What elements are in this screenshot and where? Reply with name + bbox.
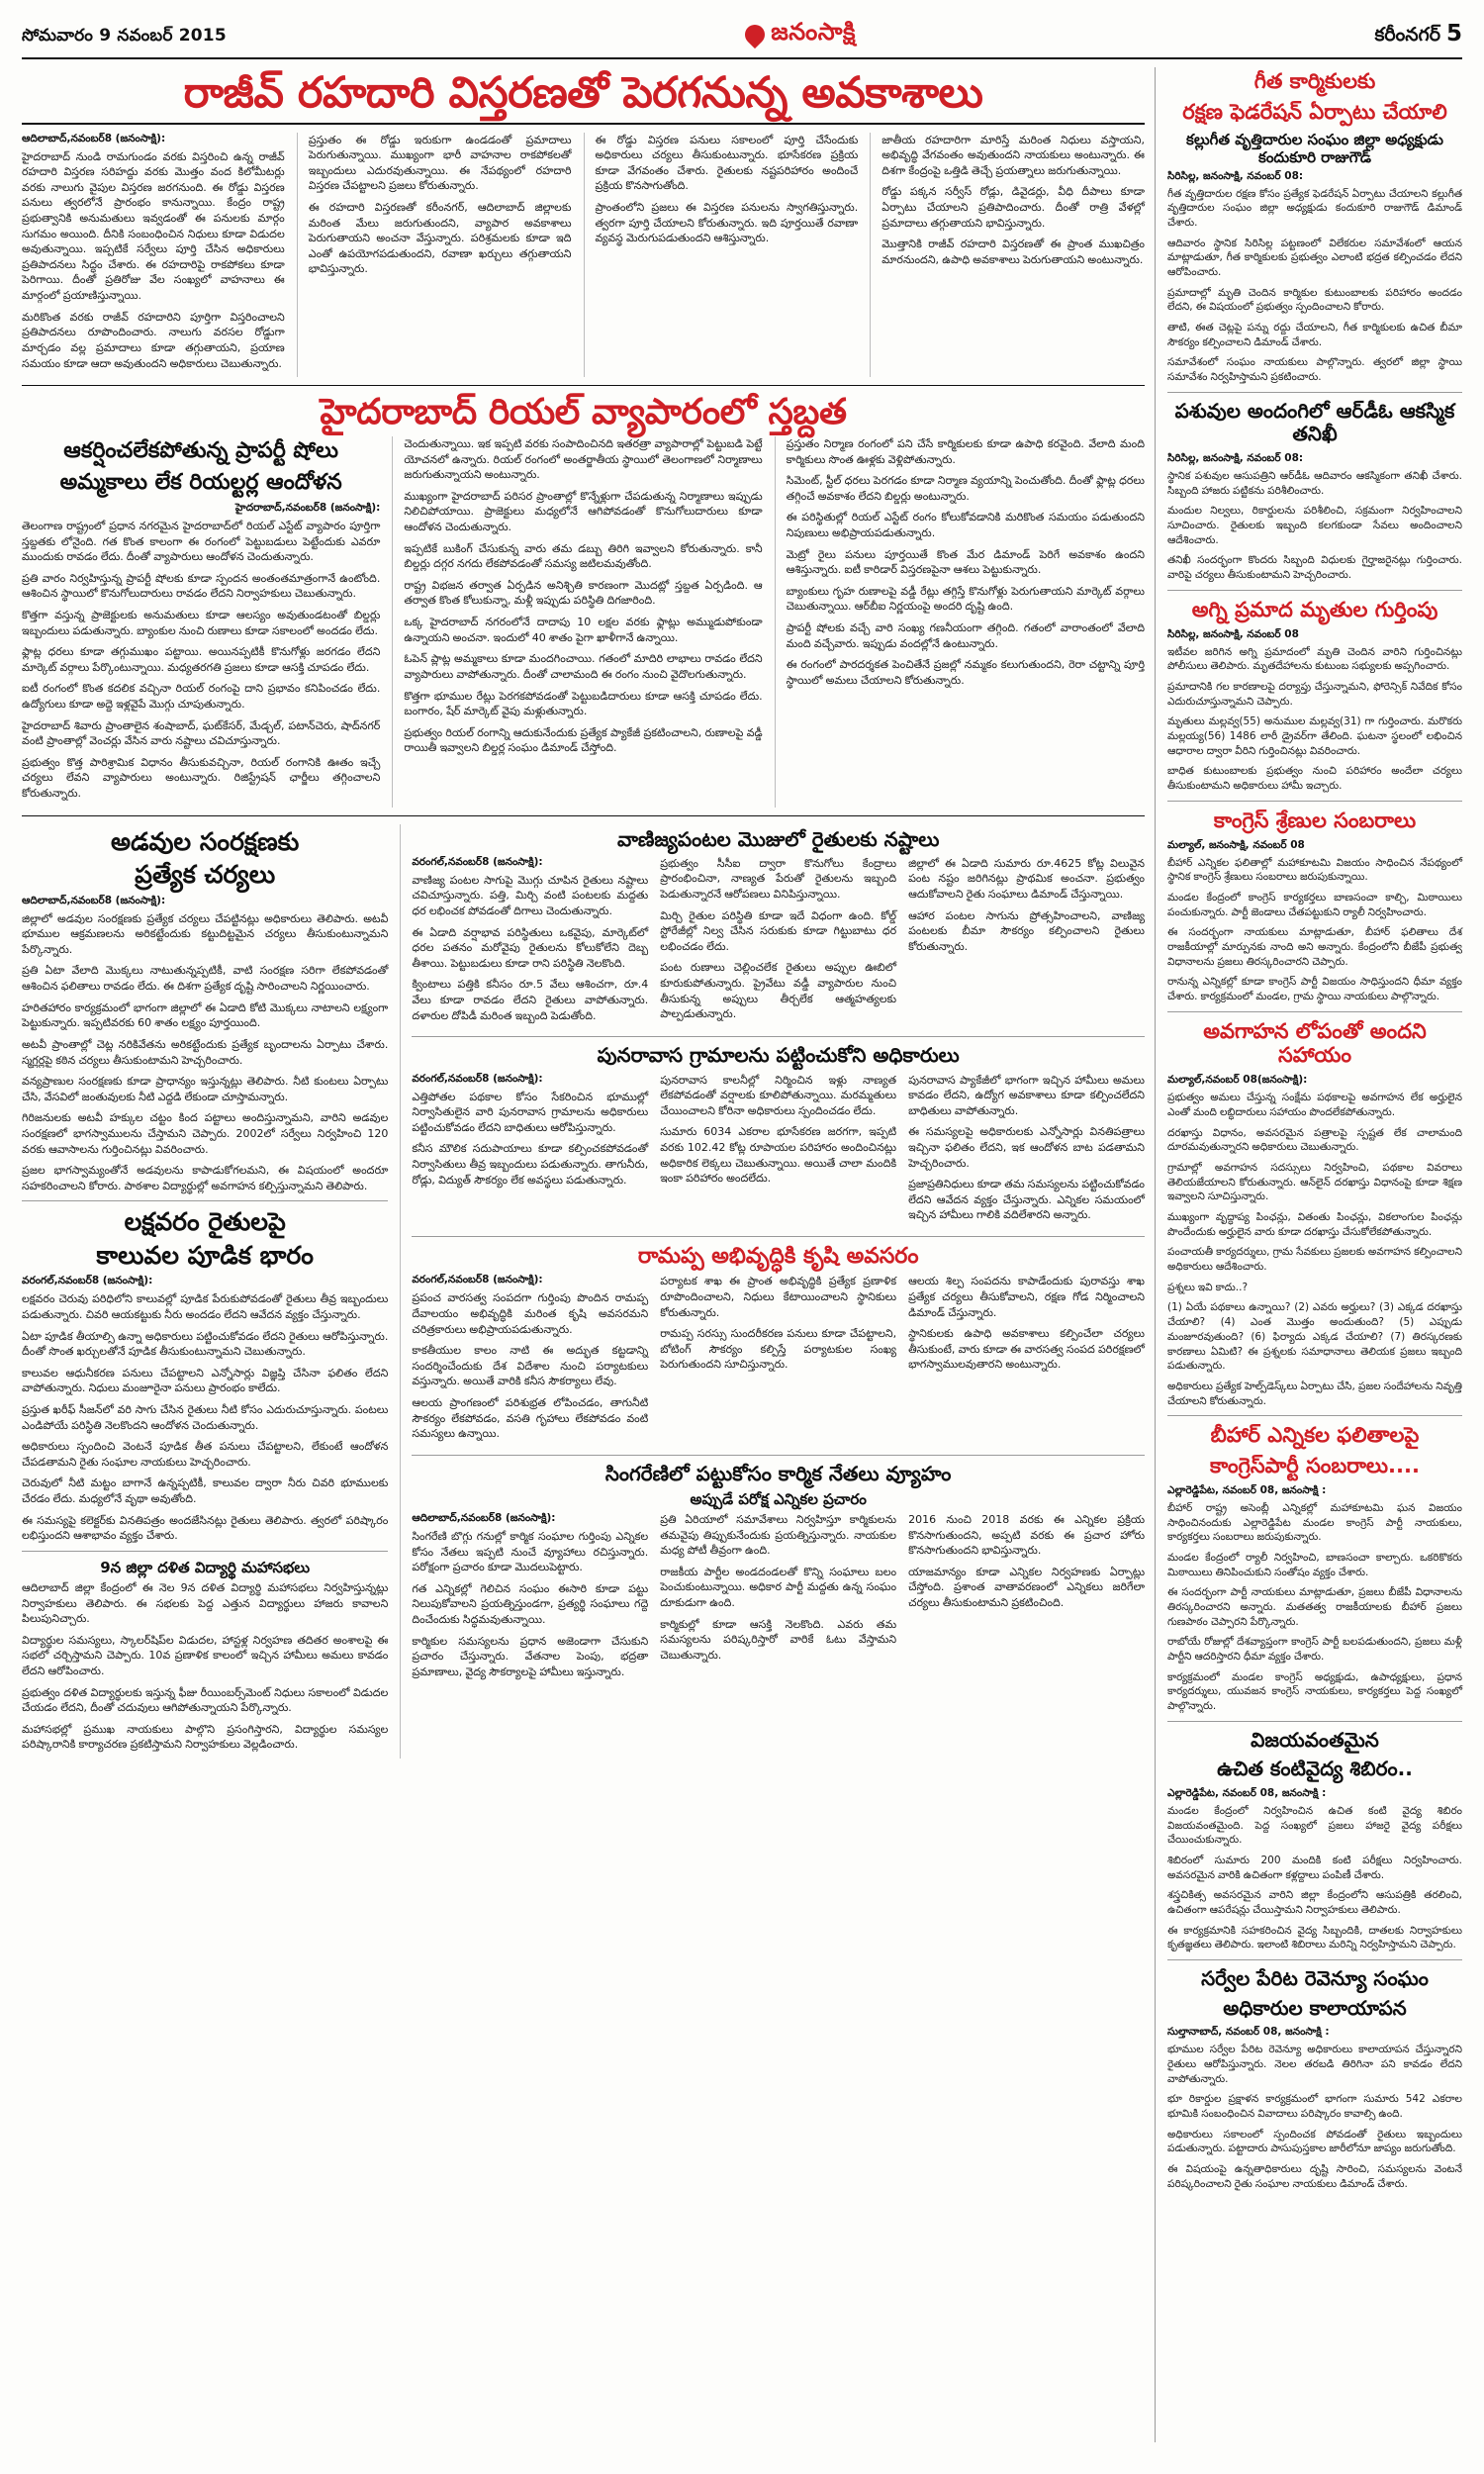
paragraph: ఆలయ శిల్ప సంపదను కాపాడేందుకు పురావస్తు శాఖ ప్రత్యేక చర్యలు తీసుకోవాలని, రక్షణ గోడ నిర్మించాలని డిమాండ్ చేస్తున్నారు. bbox=[908, 1275, 1145, 1319]
paragraph: తాటి, ఈత చెట్లపై పన్ను రద్దు చేయాలని, గీత కార్మికులకు ఉచిత బీమా సౌకర్యం కల్పించాలని డిమాండ్ చేశారు. bbox=[1167, 322, 1462, 348]
paragraph: శిబిరంలో సుమారు 200 మందికి కంటి పరీక్షలు నిర్వహించారు. అవసరమైన వారికి ఉచితంగా కళ్లద్దాలు పంపిణీ చేశారు. bbox=[1167, 1855, 1462, 1881]
dateline: ఎల్లారెడ్డిపేట, నవంబర్ 08, జనంసాక్షి : bbox=[1167, 1483, 1327, 1496]
paragraph: ముఖ్యంగా హైదరాబాద్ పరిసర ప్రాంతాల్లో కొన్నేళ్లుగా చేపడుతున్న నిర్మాణాలు ఇప్పుడు నిలిచిపోయాయి. ప్రాజెక్టులు మధ్యలోనే ఆగిపోవడంతో కొనుగోలుదారులు కూడా ఆందోళన చెందుతున్నారు. bbox=[404, 489, 763, 534]
paragraph: ప్రతి ఏటా వేలాది మొక్కలు నాటుతున్నప్పటికీ, వాటి సంరక్షణ సరిగా లేకపోవడంతో ఆశించిన ఫలితాలు రావడం లేదు. ఈ దిశగా ప్రత్యేక దృష్టి సారించాలని నిర్ణయించారు. bbox=[22, 964, 389, 994]
paragraph: ఈ కార్యక్రమానికి సహకరించిన వైద్య సిబ్బందికి, దాతలకు నిర్వాహకులు కృతజ్ఞతలు తెలిపారు. ఇలాంటి శిబిరాలు మరిన్ని నిర్వహిస్తామని చెప్పారు. bbox=[1167, 1924, 1462, 1951]
singareni-story bbox=[412, 1463, 1145, 1686]
dateline: సిరిసిల్ల, జనంసాక్షి, నవంబర్ 08: bbox=[1167, 451, 1304, 464]
paragraph: లక్షవరం చెరువు పరిధిలోని కాలువల్లో పూడిక పేరుకుపోవడంతో రైతులు తీవ్ర ఇబ్బందులు పడుతున్నారు. చివరి ఆయకట్టుకు నీరు అందడం లేదని ఆవేదన వ్యక్తం చేస్తున్నారు. bbox=[22, 1292, 389, 1321]
lakshmivaram-headline-1: లక్షవరం రైతులపై bbox=[124, 1207, 286, 1237]
ramappa-story bbox=[412, 1244, 1145, 1448]
paragraph: విద్యార్థుల సమస్యలు, స్కాలర్‌షిప్‌ల విడుదల, హాస్టళ్ల నిర్వహణ తదితర అంశాలపై ఈ సభలో చర్చిస్తామని చెప్పారు. 10వ ప్రణాళిక కాలంలో ఇచ్చిన హామీలు అమలు కావడం లేదని ఆరోపించారు. bbox=[22, 1633, 389, 1677]
dateline: మల్యాల్, జనంసాక్షి, నవంబర్ 08 bbox=[1167, 838, 1305, 851]
paragraph: అధికారులు సకాలంలో స్పందించక పోవడంతో రైతులు ఇబ్బందులు పడుతున్నారు. పట్టాదారు పాసుపుస్తకాల జారీలోనూ జాప్యం జరుగుతోంది. bbox=[1167, 2128, 1462, 2155]
paragraph: ప్రతి ఏరియాలో సమావేశాలు నిర్వహిస్తూ కార్మికులను తమవైపు తిప్పుకునేందుకు ప్రయత్నిస్తున్నారు. నాయకుల మధ్య పోటీ తీవ్రంగా ఉంది. bbox=[660, 1512, 897, 1558]
paragraph: ప్రజాప్రతినిధులు కూడా తమ సమస్యలను పట్టించుకోవడం లేదని ఆవేదన వ్యక్తం చేస్తున్నారు. ఎన్నికల సమయంలో ఇచ్చిన హామీలు గాలికి వదిలేశారని అన్నారు. bbox=[908, 1178, 1145, 1222]
paragraph: ఎత్తిపోతల పథకాల కోసం సేకరించిన భూముల్లో నిర్వాసితులైన వారి పునరావాస గ్రామాలను అధికారులు పట్టించుకోవడం లేదని బాధితులు ఆరోపిస్తున్నారు. bbox=[412, 1090, 649, 1134]
edition-and-page bbox=[1374, 21, 1462, 51]
realestate-subhead-1: ఆకర్షించలేకపోతున్న ప్రాపర్టీ షోలు bbox=[63, 437, 339, 463]
paragraph: క్వింటాలు పత్తికి కనీసం రూ.5 వేలు ఆశించగా, రూ.4 వేలు కూడా రావడం లేదని రైతులు వాపోతున్నారు. దళారుల దోపిడీ మరింత ఇబ్బంది పెడుతోంది. bbox=[412, 978, 649, 1022]
dateline: సిరిసిల్ల, జనంసాక్షి, నవంబర్ 08: bbox=[1167, 169, 1304, 182]
singareni-col-1 bbox=[412, 1512, 648, 1685]
rail-story-survey bbox=[1167, 1967, 1462, 2191]
dateline: వరంగల్,నవంబర్8 (జనంసాక్షి): bbox=[412, 855, 543, 868]
vanijya-col-3 bbox=[908, 856, 1145, 1029]
paragraph: మండల కేంద్రంలో ర్యాలీ నిర్వహించి, బాణసంచా కాల్చారు. ఒకరికొకరు మిఠాయిలు తినిపించుకుని సంతోషం వ్యక్తం చేశారు. bbox=[1167, 1551, 1462, 1578]
lead-col-1 bbox=[22, 133, 285, 378]
divider bbox=[22, 1551, 388, 1552]
question-lead: ప్రశ్నలు ఇవి కాదు..? bbox=[1167, 1281, 1249, 1293]
geetha-subhead: కల్లుగీత వృత్తిదారుల సంఘం జిల్లా అధ్యక్షుడు కందుకూరి రాజుగౌడ్ bbox=[1186, 130, 1443, 166]
paragraph: ప్రతి వారం నిర్వహిస్తున్న ప్రాపర్టీ షోలకు కూడా స్పందన అంతంతమాత్రంగానే ఉంటోంది. ఆశించిన స్థాయిలో కొనుగోలుదారులు రావడం లేదని నిర్వాహకులు చెబుతున్నారు. bbox=[22, 571, 381, 601]
paragraph: స్థానికులకు ఉపాధి అవకాశాలు కల్పించేలా చర్యలు తీసుకుంటే, వారు కూడా ఈ వారసత్వ సంపద పరిరక్షణలో భాగస్వాములవుతారని అంటున్నారు. bbox=[908, 1327, 1145, 1372]
rail-story-congress bbox=[1167, 809, 1462, 1004]
paragraph: మండల కేంద్రంలో నిర్వహించిన ఉచిత కంటి వైద్య శిబిరం విజయవంతమైంది. పెద్ద సంఖ్యలో ప్రజలు హాజరై వైద్య పరీక్షలు చేయించుకున్నారు. bbox=[1167, 1804, 1462, 1847]
paragraph: గత ఎన్నికల్లో గెలిచిన సంఘం ఈసారి కూడా పట్టు నిలుపుకోవాలని ప్రయత్నిస్తుండగా, ప్రత్యర్థి సంఘాలు గద్దె దించేందుకు సిద్ధమవుతున్నాయి. bbox=[412, 1581, 649, 1626]
dateline: ఆదిలాబాద్,నవంబర్8 (జనంసాక్షి): bbox=[22, 132, 166, 144]
paragraph: రామప్ప సరస్సు సుందరీకరణ పనులు కూడా చేపట్టాలని, బోటింగ్ సౌకర్యం కల్పిస్తే పర్యాటకుల సంఖ్య పెరుగుతుందని సూచిస్తున్నారు. bbox=[660, 1327, 897, 1372]
forest-headline-1: అడవుల సంరక్షణకు bbox=[110, 826, 300, 856]
dateline: మల్యాల్,నవంబర్ 08(జనంసాక్షి): bbox=[1167, 1074, 1308, 1087]
paragraph: బీహార్ ఎన్నికల ఫలితాల్లో మహాకూటమి విజయం సాధించిన నేపథ్యంలో స్థానిక కాంగ్రెస్ శ్రేణులు సంబరాలు జరుపుకున్నాయి. bbox=[1167, 856, 1462, 884]
paragraph: రాబోయే రోజుల్లో దేశవ్యాప్తంగా కాంగ్రెస్ పార్టీ బలపడుతుందని, ప్రజలు మళ్లీ పార్టీని ఆదరిస్తారని ధీమా వ్యక్తం చేశారు. bbox=[1167, 1636, 1462, 1663]
punaravasa-headline: పునరావాస గ్రామాలను పట్టించుకోని అధికారులు bbox=[597, 1043, 960, 1068]
rail-story-bihar bbox=[1167, 1423, 1462, 1713]
lakshmivaram-headline-2: కాలువల పూడిక భారం bbox=[96, 1240, 314, 1270]
divider bbox=[1167, 1011, 1462, 1012]
dateline: వరంగల్,నవంబర్8 (జనంసాక్షి): bbox=[412, 1072, 543, 1085]
lower-columns bbox=[22, 824, 1145, 1759]
paragraph: ఆహార పంటల సాగును ప్రోత్సహించాలని, వాణిజ్య పంటలకు బీమా సౌకర్యం కల్పించాలని రైతులు కోరుతున్నారు. bbox=[908, 908, 1145, 953]
paragraph: ఆదివారం స్థానిక సిరిసిల్ల పట్టణంలో విలేకరుల సమావేశంలో ఆయన మాట్లాడుతూ, గీత కార్మికులకు ప్రభుత్వం ఎలాంటి భద్రత కల్పించడం లేదని ఆరోపించారు. bbox=[1167, 237, 1462, 278]
dateline: ఆదిలాబాద్,నవంబర్8 (జనంసాక్షి): bbox=[412, 1511, 556, 1524]
paragraph: భూ రికార్డుల ప్రక్షాళన కార్యక్రమంలో భాగంగా సుమారు 542 ఎకరాల భూమికి సంబంధించిన వివాదాలు పరిష్కారం కావాల్సి ఉంది. bbox=[1167, 2093, 1462, 2121]
lead-col-4 bbox=[870, 133, 1145, 378]
paragraph: అటవీ ప్రాంతాల్లో చెట్ల నరికివేతను అరికట్టేందుకు ప్రత్యేక బృందాలను ఏర్పాటు చేశారు. స్మగ్లర్లపై కఠిన చర్యలు తీసుకుంటామని హెచ్చరించారు. bbox=[22, 1037, 389, 1067]
avagahana-headline: అవగాహన లోపంతో అందని సహాయం bbox=[1203, 1018, 1427, 1068]
singareni-columns bbox=[412, 1512, 1145, 1685]
divider bbox=[22, 1200, 388, 1201]
paragraph: మిర్చి రైతుల పరిస్థితి కూడా ఇదే విధంగా ఉంది. కోల్డ్ స్టోరేజీల్లో నిల్వ చేసిన సరుకుకు కూడా గిట్టుబాటు ధర లభించడం లేదు. bbox=[660, 908, 897, 953]
page-number: 5 bbox=[1445, 21, 1462, 47]
paragraph: ఈ సందర్భంగా నాయకులు మాట్లాడుతూ, బీహార్ ఫలితాలు దేశ రాజకీయాల్లో మార్పునకు నాంది అని అన్నారు. కేంద్రంలోని బీజేపీ ప్రభుత్వ విధానాలను ప్రజలు తిరస్కరించారని చెప్పారు. bbox=[1167, 926, 1462, 968]
divider bbox=[22, 385, 1145, 386]
vijayavantam-headline-1: విజయవంతమైన bbox=[1251, 1727, 1379, 1752]
paragraph: అధికారులు స్పందించి వెంటనే పూడిక తీత పనులు చేపట్టాలని, లేకుంటే ఆందోళన చేపడతామని రైతు సంఘాల నాయకులు హెచ్చరించారు. bbox=[22, 1440, 389, 1469]
paragraph: మహాసభల్లో ప్రముఖ నాయకులు పాల్గొని ప్రసంగిస్తారని, విద్యార్థుల సమస్యల పరిష్కారానికి కార్యాచరణ ప్రకటిస్తామని నిర్వాహకులు వెల్లడించారు. bbox=[22, 1722, 389, 1752]
rail-story-agni bbox=[1167, 598, 1462, 794]
paragraph: ఈ ఏడాది వర్షాభావ పరిస్థితులు ఒకవైపు, మార్కెట్‌లో ధరల పతనం మరోవైపు రైతులను కోలుకోలేని దెబ్బ తీశాయి. పెట్టుబడులు కూడా రాని పరిస్థితి నెలకొంది. bbox=[412, 925, 649, 970]
paragraph: వన్యప్రాణుల సంరక్షణకు కూడా ప్రాధాన్యం ఇస్తున్నట్లు తెలిపారు. నీటి కుంటలు ఏర్పాటు చేసి, వేసవిలో జంతువులకు నీటి ఎద్దడి లేకుండా చూస్తామన్నారు. bbox=[22, 1075, 389, 1103]
rail-story-geetha bbox=[1167, 69, 1462, 385]
paragraph: ప్రజల భాగస్వామ్యంతోనే అడవులను కాపాడుకోగలమని, ఈ విషయంలో అందరూ సహకరించాలని కోరారు. పాఠశాల విద్యార్థుల్లో అవగాహన కల్పిస్తున్నామని తెలిపారు. bbox=[22, 1164, 389, 1192]
vanijya-story bbox=[412, 828, 1145, 1030]
paragraph: శస్త్రచికిత్స అవసరమైన వారిని జిల్లా కేంద్రంలోని ఆసుపత్రికి తరలించి, ఉచితంగా ఆపరేషన్లు చేయిస్తామని నిర్వాహకులు తెలిపారు. bbox=[1167, 1889, 1462, 1917]
dateline: సుల్తానాబాద్, నవంబర్ 08, జనంసాక్షి : bbox=[1167, 2026, 1330, 2039]
singareni-col-2 bbox=[660, 1512, 896, 1685]
paragraph: ప్రాపర్టీ షోలకు వచ్చే వారి సంఖ్య గణనీయంగా తగ్గింది. గతంలో వారాంతంలో వేలాది మంది వచ్చేవారు. ఇప్పుడు వందల్లోనే ఉంటున్నారు. bbox=[786, 621, 1145, 650]
dateline: ఎల్లారెడ్డిపేట, నవంబర్ 08, జనంసాక్షి : bbox=[1167, 1786, 1327, 1799]
ramappa-headline: రామప్ప అభివృద్ధికి కృషి అవసరం bbox=[637, 1243, 919, 1269]
dalitha-headline: 9న జిల్లా దళిత విద్యార్థి మహాసభలు bbox=[100, 1558, 311, 1576]
paragraph: పంట రుణాలు చెల్లించలేక రైతులు అప్పుల ఊబిలో కూరుకుపోతున్నారు. ప్రైవేటు వడ్డీ వ్యాపారుల నుంచి తీసుకున్న అప్పులు తీర్చలేక ఆత్మహత్యలకు పాల్పడుతున్నారు. bbox=[660, 961, 897, 1021]
lead-col-3 bbox=[584, 133, 859, 378]
paragraph: ఈ పరిస్థితుల్లో రియల్ ఎస్టేట్ రంగం కోలుకోవడానికి మరికొంత సమయం పడుతుందని నిపుణులు అభిప్రాయపడుతున్నారు. bbox=[786, 511, 1145, 540]
congress-headline: కాంగ్రెస్ శ్రేణుల సంబరాలు bbox=[1213, 808, 1417, 832]
paragraph: ఆలయ ప్రాంగణంలో పరిశుభ్రత లోపించడం, తాగునీటి సౌకర్యం లేకపోవడం, వసతి గృహాలు లేకపోవడం వంటి సమస్యలు ఉన్నాయి. bbox=[412, 1395, 649, 1441]
paragraph: ఈ రోడ్డు విస్తరణ పనులు సకాలంలో పూర్తి చేసేందుకు అధికారులు చర్యలు తీసుకుంటున్నారు. భూసేకరణ ప్రక్రియ కూడా వేగవంతం చేశారు. రైతులకు నష్టపరిహారం అందించే ప్రక్రియ కొనసాగుతోంది. bbox=[595, 133, 859, 193]
masthead bbox=[22, 18, 1462, 59]
paragraph: వాణిజ్య పంటల సాగుపై మొగ్గు చూపిన రైతులు నష్టాలు చవిచూస్తున్నారు. పత్తి, మిర్చి వంటి పంటలకు మద్దతు ధర లభించక పోవడంతో దిగాలు చెందుతున్నారు. bbox=[412, 873, 649, 918]
paragraph: ప్రభుత్వం కొత్త పారిశ్రామిక విధానం తీసుకువచ్చినా, రియల్ రంగానికి ఊతం ఇచ్చే చర్యలు లేవని వ్యాపారులు అంటున్నారు. రిజిస్ట్రేషన్ ఛార్జీలు తగ్గించాలని కోరుతున్నారు. bbox=[22, 755, 381, 801]
paragraph: అధికారులు ప్రత్యేక హెల్ప్‌డెస్క్‌లు ఏర్పాటు చేసి, ప్రజల సందేహాలను నివృత్తి చేయాలని కోరుతున్నారు. bbox=[1167, 1380, 1462, 1407]
vanijya-col-2 bbox=[660, 856, 896, 1029]
paragraph: గిరిజనులకు అటవీ హక్కుల చట్టం కింద పట్టాలు అందిస్తున్నామని, వారిని అడవుల సంరక్షణలో భాగస్వాములను చేస్తామని చెప్పారు. 2002లో సర్వేలు నిర్వహించి 120 వరకు ఆవాసాలను గుర్తించినట్లు వివరించారు. bbox=[22, 1111, 389, 1156]
divider bbox=[1167, 590, 1462, 591]
paragraph: ఒక్క హైదరాబాద్ నగరంలోనే దాదాపు 10 లక్షల వరకు ఫ్లాట్లు అమ్ముడుపోకుండా ఉన్నాయని అంచనా. ఇందులో 40 శాతం పైగా ఖాళీగానే ఉన్నాయి. bbox=[404, 616, 763, 644]
paragraph: మెట్రో రైలు పనులు పూర్తయితే కొంత మేర డిమాండ్ పెరిగే అవకాశం ఉందని ఆశిస్తున్నారు. ఐటీ కారిడార్ విస్తరణపైనా ఆశలు పెట్టుకున్నారు. bbox=[786, 547, 1145, 577]
paragraph: ఈ సందర్భంగా పార్టీ నాయకులు మాట్లాడుతూ, ప్రజలు బీజేపీ విధానాలను తిరస్కరించారని అన్నారు. మతతత్వ రాజకీయాలకు బీహార్ ప్రజలు గుణపాఠం చెప్పారని పేర్కొన్నారు. bbox=[1167, 1586, 1462, 1628]
punaravasa-col-2 bbox=[660, 1073, 896, 1229]
singareni-col-3 bbox=[908, 1512, 1145, 1685]
paragraph: ప్రభుత్వం అమలు చేస్తున్న సంక్షేమ పథకాలపై అవగాహన లేక అర్హులైన ఎంతో మంది లబ్ధిదారులు సహాయం పొందలేకపోతున్నారు. bbox=[1167, 1092, 1462, 1118]
paragraph: కొత్తగా వస్తున్న ప్రాజెక్టులకు అనుమతులు కూడా ఆలస్యం అవుతుండటంతో బిల్డర్లు ఇబ్బందులు పడుతున్నారు. బ్యాంకుల నుంచి రుణాలు కూడా సకాలంలో అందడం లేదు. bbox=[22, 608, 381, 637]
lead-columns bbox=[22, 133, 1145, 378]
ramappa-columns bbox=[412, 1274, 1145, 1447]
divider bbox=[1167, 1959, 1462, 1960]
lower-col-2 bbox=[400, 824, 1145, 1759]
paragraph: హైదరాబాద్ శివారు ప్రాంతాలైన శంషాబాద్, ఘట్‌కేసర్, మేడ్చల్, పటాన్‌చెరు, షాద్‌నగర్ వంటి ప్రాంతాల్లో వెంచర్లు వేసిన వారు నష్టాలు చవిచూస్తున్నారు. bbox=[22, 718, 381, 748]
paragraph: తనిఖీ సందర్భంగా కొందరు సిబ్బంది విధులకు గైర్హాజరైనట్లు గుర్తించారు. వారిపై చర్యలు తీసుకుంటామని హెచ్చరించారు. bbox=[1167, 554, 1462, 582]
paragraph: ఈ రహదారి విస్తరణతో కరీంనగర్, ఆదిలాబాద్ జిల్లాలకు మరింత మేలు జరుగుతుందని, వ్యాపార అవకాశాలు పెరుగుతాయని అంచనా వేస్తున్నారు. పరిశ్రమలకు కూడా ఇది ఎంతో ఉపయోగపడుతుందని, రవాణా ఖర్చులు తగ్గుతాయని భావిస్తున్నారు. bbox=[308, 201, 572, 276]
paragraph: కార్యక్రమంలో మండల కాంగ్రెస్ అధ్యక్షుడు, ఉపాధ్యక్షులు, ప్రధాన కార్యదర్శులు, యువజన కాంగ్రెస్ నాయకులు, కార్యకర్తలు పెద్ద సంఖ్యలో పాల్గొన్నారు. bbox=[1167, 1670, 1462, 1713]
paragraph: కొత్తగా భూముల రేట్లు పెరగకపోవడంతో పెట్టుబడిదారులు కూడా ఆసక్తి చూపడం లేదు. బంగారం, షేర్ మార్కెట్ వైపు మళ్లుతున్నారు. bbox=[404, 689, 763, 718]
edition-name: కరీంనగర్ bbox=[1374, 24, 1440, 46]
divider bbox=[412, 1036, 1145, 1037]
dateline: హైదరాబాద్,నవంబర్8 (జనంసాక్షి): bbox=[234, 501, 381, 514]
realestate-col-3 bbox=[775, 436, 1145, 808]
paragraph: పంచాయతీ కార్యదర్శులు, గ్రామ సేవకులు ప్రజలకు అవగాహన కల్పించాలని అధికారులు ఆదేశించారు. bbox=[1167, 1246, 1462, 1274]
paragraph: కార్మికుల సమస్యలను ప్రధాన అజెండాగా చేసుకుని ప్రచారం చేస్తున్నారు. వేతనాల పెంపు, భద్రతా ప్రమాణాలు, వైద్య సౌకర్యాలపై హామీలు ఇస్తున్నారు. bbox=[412, 1634, 649, 1678]
geetha-headline-1: గీత కార్మికులకు bbox=[1253, 69, 1376, 93]
paragraph: మండల కేంద్రంలో కాంగ్రెస్ కార్యకర్తలు బాణసంచా కాల్చి, మిఠాయిలు పంచుకున్నారు. పార్టీ జెండాలు చేతపట్టుకుని ర్యాలీ నిర్వహించారు. bbox=[1167, 891, 1462, 918]
divider bbox=[1167, 392, 1462, 393]
publication-date: సోమవారం 9 నవంబర్ 2015 bbox=[22, 26, 227, 46]
paragraph: మరికొంత వరకు రాజీవ్ రహదారిని పూర్తిగా విస్తరించాలని ప్రతిపాదనలు రూపొందించారు. నాలుగు వరసల రోడ్డుగా మార్చడం వల్ల ప్రమాదాలు కూడా తగ్గుతాయని, ప్రయాణ సమయం కూడా ఆదా అవుతుందని అధికారులు చెబుతున్నారు. bbox=[22, 310, 285, 370]
paragraph: బాధిత కుటుంబాలకు ప్రభుత్వం నుంచి పరిహారం అందేలా చర్యలు తీసుకుంటామని అధికారులు హామీ ఇచ్చారు. bbox=[1167, 765, 1462, 793]
paragraph: తెలంగాణ రాష్ట్రంలో ప్రధాన నగరమైన హైదరాబాద్‌లో రియల్ ఎస్టేట్ వ్యాపారం పూర్తిగా స్తబ్దతకు లోనైంది. గత కొంత కాలంగా ఈ రంగంలో పెట్టుబడులు పెట్టేందుకు ఎవరూ ముందుకు రావడం లేదు. దీంతో వ్యాపారులు ఆందోళన చెందుతున్నారు. bbox=[22, 519, 381, 564]
paragraph: మొత్తానికి రాజీవ్ రహదారి విస్తరణతో ఈ ప్రాంత ముఖచిత్రం మారనుందని, ఉపాధి అవకాశాలు పెరుగుతాయని అంటున్నారు. bbox=[881, 238, 1145, 266]
paragraph: స్థానిక పశువుల ఆసుపత్రిని ఆర్‌డీఓ ఆదివారం ఆకస్మికంగా తనిఖీ చేశారు. సిబ్బంది హాజరు పట్టికను పరిశీలించారు. bbox=[1167, 469, 1462, 497]
newspaper-logo bbox=[227, 18, 1375, 51]
paragraph: హైదరాబాద్ నుండి రామగుండం వరకు విస్తరించి ఉన్న రాజీవ్ రహదారి విస్తరణ సరిహద్దు వరకు మొత్తం వంద కిలోమీటర్లు వరకు నాలుగు వైపుల విస్తరణ జరగనుంది. ఈ రోడ్డు విస్తరణ పనులు త్వరలోనే ప్రారంభం కానున్నాయి. కేంద్రం రాష్ట్ర ప్రభుత్వానికి అనుమతులు ఇవ్వడంతో ఈ పనులకు మార్గం సుగమం అయింది. దీనికి సంబంధించిన నిధులు కూడా విడుదల అవుతున్నాయి. ఇప్పటికే సర్వేలు పూర్తి చేసిన అధికారులు ప్రతిపాదనలు సిద్ధం చేశారు. ఈ రహదారిపై రాకపోకలు కూడా పెరిగాయి. దీంతో ప్రతిరోజు వేల సంఖ్యలో వాహనాలు ఈ మార్గంలో ప్రయాణిస్తున్నాయి. bbox=[22, 149, 285, 303]
paragraph: మందుల నిల్వలు, రికార్డులను పరిశీలించి, సక్రమంగా నిర్వహించాలని సూచించారు. రైతులకు ఇబ్బంది కలగకుండా సేవలు అందించాలని ఆదేశించారు. bbox=[1167, 505, 1462, 546]
lower-col-1 bbox=[22, 824, 388, 1759]
divider bbox=[412, 1455, 1145, 1456]
rail-story-vijayavantam bbox=[1167, 1729, 1462, 1952]
divider bbox=[1167, 801, 1462, 802]
paragraph: ఇటీవల జరిగిన అగ్ని ప్రమాదంలో మృతి చెందిన వారిని గుర్తించినట్లు పోలీసులు తెలిపారు. మృతదేహాలను కుటుంబ సభ్యులకు అప్పగించారు. bbox=[1167, 645, 1462, 673]
paragraph: సమావేశంలో సంఘం నాయకులు పాల్గొన్నారు. త్వరలో జిల్లా స్థాయి సమావేశం నిర్వహిస్తామని ప్రకటించారు. bbox=[1167, 356, 1462, 384]
realestate-story bbox=[22, 394, 1145, 808]
paragraph: ఈ విషయంపై ఉన్నతాధికారులు దృష్టి సారించి, సమస్యలను వెంటనే పరిష్కరించాలని రైతు సంఘాల నాయకులు డిమాండ్ చేశారు. bbox=[1167, 2163, 1462, 2190]
divider bbox=[22, 815, 1145, 816]
ramappa-col-3 bbox=[908, 1274, 1145, 1447]
dateline: సిరిసిల్ల, జనంసాక్షి, నవంబర్ 08 bbox=[1167, 627, 1299, 640]
paragraph: హరితహారం కార్యక్రమంలో భాగంగా జిల్లాలో ఈ ఏడాది కోటి మొక్కలు నాటాలని లక్ష్యంగా పెట్టుకున్నారు. ఇప్పటివరకు 60 శాతం లక్ష్యం పూర్తయింది. bbox=[22, 1000, 389, 1030]
paragraph: ఈ సమస్యపై కలెక్టర్‌కు వినతిపత్రం అందజేసినట్లు రైతులు తెలిపారు. త్వరలో పరిష్కారం లభిస్తుందని ఆశాభావం వ్యక్తం చేశారు. bbox=[22, 1513, 389, 1543]
geetha-headline-2: రక్షణ ఫెడరేషన్ ఏర్పాటు చేయాలి bbox=[1182, 99, 1447, 124]
bihar-headline-1: బీహార్ ఎన్నికల ఫలితాలపై bbox=[1210, 1423, 1420, 1448]
divider bbox=[1167, 1721, 1462, 1722]
survey-headline-2: అధికారుల కాలాయాపన bbox=[1223, 1995, 1407, 2020]
paragraph: కాకతీయుల కాలం నాటి ఈ అద్భుత కట్టడాన్ని సందర్శించేందుకు దేశ విదేశాల నుంచి పర్యాటకులు వస్తున్నారు. అయితే వారికి కనీస సౌకర్యాలు లేవు. bbox=[412, 1344, 649, 1388]
forest-headline-2: ప్రత్యేక చర్యలు bbox=[135, 860, 276, 890]
vanijya-headline: వాణిజ్యపంటల మొజులో రైతులకు నష్టాలు bbox=[616, 826, 940, 851]
paragraph: జాతీయ రహదారిగా మారిస్తే మరింత నిధులు వస్తాయని, అభివృద్ధి వేగవంతం అవుతుందని నాయకులు అంటున్నారు. ఈ దిశగా కేంద్రంపై ఒత్తిడి తెచ్చే ప్రయత్నాలు జరుగుతున్నాయి. bbox=[881, 133, 1145, 177]
paragraph: పునరావాస ప్యాకేజీలో భాగంగా ఇచ్చిన హామీలు అమలు కావడం లేదని, ఉద్యోగ అవకాశాలు కూడా కల్పించలేదని బాధితులు వాపోతున్నారు. bbox=[908, 1073, 1145, 1117]
paragraph: గ్రామాల్లో అవగాహన సదస్సులు నిర్వహించి, పథకాల వివరాలు తెలియజేయాలని కోరుతున్నారు. ఆన్‌లైన్ దరఖాస్తు విధానంపై కూడా శిక్షణ ఇవ్వాలని సూచిస్తున్నారు. bbox=[1167, 1161, 1462, 1203]
paragraph: ఓపెన్ ప్లాట్ల అమ్మకాలు కూడా మందగించాయి. గతంలో మాదిరి లాభాలు రావడం లేదని వ్యాపారులు వాపోతున్నారు. దీంతో చాలామంది ఈ రంగం నుంచి వైదొలగుతున్నారు. bbox=[404, 652, 763, 681]
ramappa-col-2 bbox=[660, 1274, 896, 1447]
newspaper-title: జనంసాక్షి bbox=[771, 18, 857, 46]
paragraph: ప్రమాదానికి గల కారణాలపై దర్యాప్తు చేస్తున్నామని, ఫోరెన్సిక్ నివేదిక కోసం ఎదురుచూస్తున్నామని చెప్పారు. bbox=[1167, 680, 1462, 708]
singareni-subhead: అప్పుడే పరోక్ష ఎన్నికల ప్రచారం bbox=[690, 1489, 867, 1508]
question-list: (1) ఏయే పథకాలు ఉన్నాయి? (2) ఎవరు అర్హులు? (3) ఎక్కడ దరఖాస్తు చేయాలి? (4) ఎంత మొత్తం అందుతుంది? (5) ఎప్పుడు మంజూరవుతుంది? (6) ఫిర్యాదు ఎక్కడ చేయాలి? (7) తిరస్కరణకు కారణాలు ఏమిటి? ఈ ప్రశ్నలకు సమాధానాలు తెలియక ప్రజలు ఇబ్బంది పడుతున్నారు. bbox=[1167, 1301, 1462, 1373]
paragraph: సిమెంట్, స్టీల్ ధరలు పెరగడం కూడా నిర్మాణ వ్యయాన్ని పెంచుతోంది. దీంతో ఫ్లాట్ల ధరలు తగ్గించే అవకాశం లేదని బిల్డర్లు అంటున్నారు. bbox=[786, 474, 1145, 503]
paragraph: ప్రాంతంలోని ప్రజలు ఈ విస్తరణ పనులను స్వాగతిస్తున్నారు. త్వరగా పూర్తి చేయాలని కోరుతున్నారు. ఇది పూర్తయితే రవాణా వ్యవస్థ మెరుగుపడుతుందని ఆశిస్తున్నారు. bbox=[595, 201, 859, 245]
divider bbox=[412, 1236, 1145, 1237]
lead-headline: రాజీవ్ రహదారి విస్తరణతో పెరగనున్న అవకాశాలు bbox=[22, 67, 1145, 125]
paragraph: జిల్లాలో అడవుల సంరక్షణకు ప్రత్యేక చర్యలు చేపట్టినట్లు అధికారులు తెలిపారు. అటవీ భూముల ఆక్రమణలను అరికట్టేందుకు కట్టుదిట్టమైన చర్యలు తీసుకుంటున్నామని పేర్కొన్నారు. bbox=[22, 911, 389, 956]
paragraph: రోడ్డు పక్కన సర్వీస్ రోడ్లు, డివైడర్లు, వీధి దీపాలు కూడా ఏర్పాటు చేయాలని ప్రతిపాదించారు. దీంతో రాత్రి వేళల్లో ప్రమాదాలు తగ్గుతాయని భావిస్తున్నారు. bbox=[881, 185, 1145, 230]
punaravasa-story bbox=[412, 1044, 1145, 1229]
paragraph: సింగరేణి బొగ్గు గనుల్లో కార్మిక సంఘాల గుర్తింపు ఎన్నికల కోసం నేతలు ఇప్పటి నుంచే వ్యూహాలు రచిస్తున్నారు. పరోక్షంగా ప్రచారం కూడా మొదలుపెట్టారు. bbox=[412, 1529, 649, 1574]
paragraph: జిల్లాలో ఈ ఏడాది సుమారు రూ.4625 కోట్ల విలువైన పంట నష్టం జరిగినట్లు ప్రాథమిక అంచనా. ప్రభుత్వం ఆదుకోవాలని రైతు సంఘాలు డిమాండ్ చేస్తున్నాయి. bbox=[908, 856, 1145, 902]
paragraph: ప్రభుత్వం రియల్ రంగాన్ని ఆదుకునేందుకు ప్రత్యేక ప్యాకేజీ ప్రకటించాలని, రుణాలపై వడ్డీ రాయితీ ఇవ్వాలని బిల్డర్ల సంఘం డిమాండ్ చేస్తోంది. bbox=[404, 725, 763, 755]
paragraph: ప్రస్తుతం నిర్మాణ రంగంలో పని చేసే కార్మికులకు కూడా ఉపాధి కరవైంది. వేలాది మంది కార్మికులు సొంత ఊళ్లకు వెళ్లిపోతున్నారు. bbox=[786, 436, 1145, 466]
lakshmivaram-story bbox=[22, 1208, 388, 1544]
paragraph: ప్రస్తుతం ఈ రోడ్డు ఇరుకుగా ఉండడంతో ప్రమాదాలు పెరుగుతున్నాయి. ముఖ్యంగా భారీ వాహనాల రాకపోకలతో ఇబ్బందులు ఎదురవుతున్నాయి. ఈ నేపథ్యంలో రహదారి విస్తరణ చేపట్టాలని ప్రజలు కోరుతున్నారు. bbox=[308, 133, 572, 193]
paragraph: సుమారు 6034 ఎకరాల భూసేకరణ జరగగా, ఇప్పటి వరకు 102.42 కోట్ల రూపాయల పరిహారం అందించినట్లు అధికారిక లెక్కలు చెబుతున్నాయి. అయితే చాలా మందికి ఇంకా పరిహారం అందలేదు. bbox=[660, 1125, 897, 1186]
dateline: వరంగల్,నవంబర్8 (జనంసాక్షి): bbox=[22, 1275, 153, 1287]
divider bbox=[1167, 1415, 1462, 1416]
paragraph: ప్రస్తుత ఖరీఫ్ సీజన్‌లో వరి సాగు చేసిన రైతులు నీటి కోసం ఎదురుచూస్తున్నారు. పంటలు ఎండిపోయే పరిస్థితి నెలకొందని ఆందోళన చెందుతున్నారు. bbox=[22, 1403, 389, 1432]
paragraph: యాజమాన్యం కూడా ఎన్నికల నిర్వహణకు ఏర్పాట్లు చేస్తోంది. ప్రశాంత వాతావరణంలో ఎన్నికలు జరిగేలా చర్యలు తీసుకుంటామని ప్రకటించింది. bbox=[908, 1565, 1145, 1609]
paragraph: ఏటా పూడిక తీయాల్సి ఉన్నా అధికారులు పట్టించుకోవడం లేదని రైతులు ఆరోపిస్తున్నారు. దీంతో సొంత ఖర్చులతోనే పూడిక తీసుకుంటున్నామని చెబుతున్నారు. bbox=[22, 1329, 389, 1359]
flame-icon bbox=[741, 21, 769, 48]
paragraph: మృతులు మల్లవ్వ(55) అనుముల మల్లవ్వ(31) గా గుర్తించారు. మరొకరు మల్లయ్య(56) 1486 లారీ డ్రైవర్‌గా తేలింది. ఘటనా స్థలంలో లభించిన ఆధారాల ద్వారా వీరిని గుర్తించినట్లు వివరించారు. bbox=[1167, 715, 1462, 757]
paragraph: ప్రపంచ వారసత్వ సంపదగా గుర్తింపు పొందిన రామప్ప దేవాలయం అభివృద్ధికి మరింత కృషి అవసరమని చరిత్రకారులు అభిప్రాయపడుతున్నారు. bbox=[412, 1291, 649, 1336]
paragraph: దరఖాస్తు విధానం, అవసరమైన పత్రాలపై స్పష్టత లేక చాలామంది దూరమవుతున్నారని అధికారులు చెబుతున్నారు. bbox=[1167, 1126, 1462, 1154]
lead-story bbox=[22, 67, 1145, 377]
vanijya-columns bbox=[412, 856, 1145, 1029]
paragraph: రాష్ట్ర విభజన తర్వాత ఏర్పడిన అనిశ్చితి కారణంగా మొదట్లో స్తబ్దత ఏర్పడింది. ఆ తర్వాత కొంత కోలుకున్నా, మళ్లీ ఇప్పుడు పరిస్థితి దిగజారింది. bbox=[404, 578, 763, 608]
singareni-headline: సింగరేణిలో పట్టుకోసం కార్మిక నేతలు వ్యూహం bbox=[604, 1461, 952, 1485]
paragraph: భూముల సర్వేల పేరిట రెవెన్యూ అధికారులు కాలాయాపన చేస్తున్నారని రైతులు ఆరోపిస్తున్నారు. నెలల తరబడి తిరిగినా పని కావడం లేదని వాపోతున్నారు. bbox=[1167, 2044, 1462, 2085]
paragraph: ఆదిలాబాద్ జిల్లా కేంద్రంలో ఈ నెల 9న దళిత విద్యార్థి మహాసభలు నిర్వహిస్తున్నట్లు నిర్వాహకులు తెలిపారు. ఈ సభలకు పెద్ద ఎత్తున విద్యార్థులు హాజరు కావాలని పిలుపునిచ్చారు. bbox=[22, 1580, 389, 1626]
dateline: వరంగల్,నవంబర్8 (జనంసాక్షి): bbox=[412, 1274, 543, 1286]
paragraph: ఈ సమస్యలపై అధికారులకు ఎన్నోసార్లు వినతిపత్రాలు ఇచ్చినా ఫలితం లేదని, ఇక ఆందోళన బాట పడతామని హెచ్చరించారు. bbox=[908, 1125, 1145, 1170]
paragraph: ఈ రంగంలో పారదర్శకత పెంచితేనే ప్రజల్లో నమ్మకం కలుగుతుందని, రెరా చట్టాన్ని పూర్తి స్థాయిలో అమలు చేయాలని కోరుతున్నారు. bbox=[786, 658, 1145, 687]
paragraph: ముఖ్యంగా వృద్ధాప్య పింఛన్లు, వితంతు పింఛన్లు, వికలాంగుల పింఛన్లు పొందేందుకు అర్హులైన వారు కూడా దరఖాస్తు చేసుకోలేకపోతున్నారు. bbox=[1167, 1211, 1462, 1238]
paragraph: చెరువులో నీటి మట్టం బాగానే ఉన్నప్పటికీ, కాలువల ద్వారా నీరు చివరి భూములకు చేరడం లేదు. మధ్యలోనే వృథా అవుతోంది. bbox=[22, 1476, 389, 1506]
realestate-columns bbox=[22, 436, 1145, 808]
paragraph: కనీస మౌలిక సదుపాయాలు కూడా కల్పించకపోవడంతో నిర్వాసితులు తీవ్ర ఇబ్బందులు పడుతున్నారు. తాగునీరు, రోడ్లు, విద్యుత్ సౌకర్యం లేక అవస్థలు పడుతున్నారు. bbox=[412, 1142, 649, 1187]
paragraph: పర్యాటక శాఖ ఈ ప్రాంత అభివృద్ధికి ప్రత్యేక ప్రణాళిక రూపొందించాలని, నిధులు కేటాయించాలని స్థానికులు కోరుతున్నారు. bbox=[660, 1275, 897, 1319]
dateline: ఆదిలాబాద్,నవంబర్8 (జనంసాక్షి): bbox=[22, 894, 166, 906]
paragraph: బీహార్ రాష్ట్ర అసెంబ్లీ ఎన్నికల్లో మహాకూటమి ఘన విజయం సాధించినందుకు ఎల్లారెడ్డిపేట మండల కాంగ్రెస్ పార్టీ నాయకులు, కార్యకర్తలు సంబరాలు జరుపుకున్నారు. bbox=[1167, 1501, 1462, 1544]
realestate-col-1 bbox=[22, 436, 380, 808]
punaravasa-col-1 bbox=[412, 1073, 648, 1229]
punaravasa-col-3 bbox=[908, 1073, 1145, 1229]
paragraph: గీత వృత్తిదారుల రక్షణ కోసం ప్రత్యేక ఫెడరేషన్ ఏర్పాటు చేయాలని కల్లుగీత వృత్తిదారుల సంఘం జిల్లా అధ్యక్షుడు కందుకూరి రాజుగౌడ్ డిమాండ్ చేశారు. bbox=[1167, 187, 1462, 229]
paragraph: ప్రభుత్వం సీసీఐ ద్వారా కొనుగోలు కేంద్రాలు ప్రారంభించినా, నాణ్యత పేరుతో రైతులను ఇబ్బంది పెడుతున్నారనే ఆరోపణలు వినిపిస్తున్నాయి. bbox=[660, 856, 897, 902]
ramappa-col-1 bbox=[412, 1274, 648, 1447]
paragraph: చెందుతున్నాయి. ఇక ఇప్పటి వరకు సంపాదించినది ఇతరత్రా వ్యాపారాల్లో పెట్టుబడి పెట్టే యోచనలో ఉన్నారు. రియల్ రంగంలో అంతర్జాతీయ స్థాయిలో తెలంగాణలో నిర్మాణాలు జరుగుతున్నాయని అంటున్నారు. bbox=[404, 436, 763, 482]
survey-headline-1: సర్వేల పేరిట రెవెన్యూ సంఘం bbox=[1201, 1966, 1429, 1991]
paragraph: ఐటీ రంగంలో కొంత కదలిక వచ్చినా రియల్ రంగంపై దాని ప్రభావం కనిపించడం లేదు. ఉద్యోగులు కూడా అద్దె ఇళ్లవైపే మొగ్గు చూపుతున్నారు. bbox=[22, 682, 381, 711]
realestate-col-2 bbox=[392, 436, 762, 808]
paragraph: కార్మికుల్లో కూడా ఆసక్తి నెలకొంది. ఎవరు తమ సమస్యలను పరిష్కరిస్తారో వారికే ఓటు వేస్తామని చెబుతున్నారు. bbox=[660, 1617, 897, 1662]
paragraph: బ్యాంకులు గృహ రుణాలపై వడ్డీ రేట్లు తగ్గిస్తే కొనుగోళ్లు పెరుగుతాయని మార్కెట్ వర్గాలు చెబుతున్నాయి. ఆర్‌బీఐ నిర్ణయంపై అందరి దృష్టి ఉంది. bbox=[786, 584, 1145, 614]
dalitha-story bbox=[22, 1559, 388, 1753]
punaravasa-columns bbox=[412, 1073, 1145, 1229]
paragraph: ఫ్లాట్ల ధరలు కూడా తగ్గుముఖం పట్టాయి. అయినప్పటికీ కొనుగోళ్లు జరగడం లేదని మార్కెట్ వర్గాలు పేర్కొంటున్నాయి. మధ్యతరగతి ప్రజలు కూడా ఆసక్తి చూపడం లేదు. bbox=[22, 645, 381, 674]
paragraph: ప్రభుత్వం దళిత విద్యార్థులకు ఇస్తున్న ఫీజు రీయింబర్స్‌మెంట్ నిధులు సకాలంలో విడుదల చేయడం లేదని, దీంతో చదువులు ఆగిపోతున్నాయని పేర్కొన్నారు. bbox=[22, 1685, 389, 1715]
paragraph: రానున్న ఎన్నికల్లో కూడా కాంగ్రెస్ పార్టీ విజయం సాధిస్తుందని ధీమా వ్యక్తం చేశారు. కార్యక్రమంలో మండల, గ్రామ స్థాయి నాయకులు పాల్గొన్నారు. bbox=[1167, 976, 1462, 1002]
realestate-subhead-2: అమ్మకాలు లేక రియల్టర్ల ఆందోళన bbox=[59, 469, 342, 495]
pasuvula-headline: పశువుల అందంగిలో ఆర్‌డీఓ ఆకస్మిక తనిఖీ bbox=[1174, 398, 1455, 446]
right-rail bbox=[1156, 67, 1462, 2442]
paragraph: పునరావాస కాలనీల్లో నిర్మించిన ఇళ్లు నాణ్యత లేకపోవడంతో వర్షాలకు కూలిపోతున్నాయి. మరమ్మతులు చేయించాలని కోరినా అధికారులు స్పందించడం లేదు. bbox=[660, 1073, 897, 1117]
forest-story bbox=[22, 828, 388, 1194]
lead-col-2 bbox=[297, 133, 572, 378]
paragraph: 2016 నుంచి 2018 వరకు ఈ ఎన్నికల ప్రక్రియ కొనసాగుతుందని, అప్పటి వరకు ఈ ప్రచార హోరు కొనసాగుతుందని భావిస్తున్నారు. bbox=[908, 1512, 1145, 1558]
paragraph: ఇప్పటికే బుకింగ్ చేసుకున్న వారు తమ డబ్బు తిరిగి ఇవ్వాలని కోరుతున్నారు. కానీ బిల్డర్లు దగ్గర నగదు లేకపోవడంతో సమస్య జటిలమవుతోంది. bbox=[404, 541, 763, 571]
paragraph: కాలువల ఆధునీకరణ పనులు చేపట్టాలని ఎన్నోసార్లు విజ్ఞప్తి చేసినా ఫలితం లేదని వాపోతున్నారు. నిధులు మంజూరైనా పనులు ప్రారంభం కాలేదు. bbox=[22, 1366, 389, 1395]
paragraph: ప్రమాదాల్లో మృతి చెందిన కార్మికుల కుటుంబాలకు పరిహారం అందడం లేదని, ఈ విషయంలో ప్రభుత్వం స్పందించాలని కోరారు. bbox=[1167, 286, 1462, 314]
paragraph: రాజకీయ పార్టీల అండదండలతో కొన్ని సంఘాలు బలం పెంచుకుంటున్నాయి. అధికార పార్టీ మద్దతు ఉన్న సంఘం దూకుడుగా ఉంది. bbox=[660, 1565, 897, 1609]
agni-headline: అగ్ని ప్రమాద మృతుల గుర్తింపు bbox=[1191, 597, 1438, 621]
rail-story-avagahana bbox=[1167, 1019, 1462, 1409]
vijayavantam-headline-2: ఉచిత కంటివైద్య శిబిరం.. bbox=[1217, 1757, 1413, 1781]
rail-story-pasuvula bbox=[1167, 400, 1462, 583]
bihar-headline-2: కాంగ్రెస్‌పార్టీ సంబరాలు.... bbox=[1210, 1454, 1420, 1478]
vanijya-col-1 bbox=[412, 856, 648, 1029]
main-content-area bbox=[22, 67, 1156, 2442]
realestate-headline: హైదరాబాద్ రియల్ వ్యాపారంలో స్తబ్దత bbox=[320, 392, 847, 433]
